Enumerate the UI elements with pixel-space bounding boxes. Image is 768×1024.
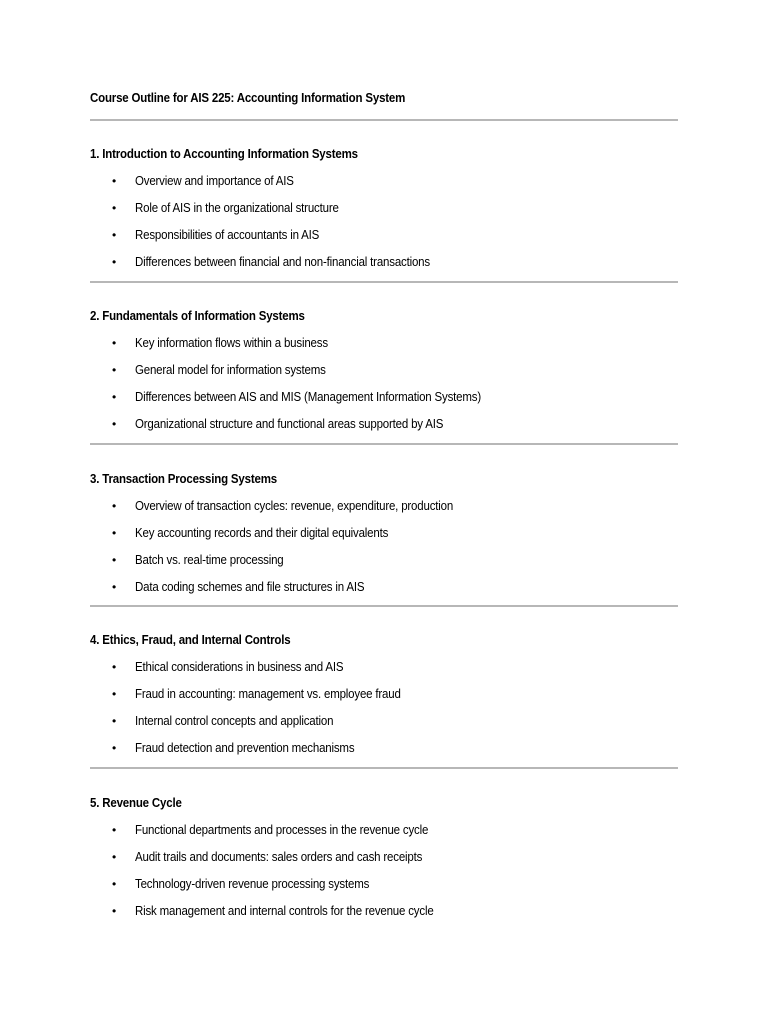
divider	[90, 281, 678, 283]
list-item	[90, 361, 678, 388]
list-item	[90, 821, 678, 848]
bullet-icon: •	[112, 580, 117, 594]
section-1	[90, 145, 678, 280]
bullet-list	[90, 658, 678, 766]
list-item-text: Differences between AIS and MIS (Management Information Systems)	[135, 390, 481, 404]
bullet-icon: •	[112, 660, 117, 674]
bullet-list	[90, 172, 678, 280]
list-item	[90, 902, 678, 929]
bullet-list	[90, 497, 678, 605]
list-item-text: Technology-driven revenue processing systems	[135, 877, 370, 891]
list-item-text: Fraud detection and prevention mechanisms	[135, 741, 355, 755]
list-item	[90, 226, 678, 253]
divider	[90, 767, 678, 769]
bullet-icon: •	[112, 904, 117, 918]
list-item	[90, 199, 678, 226]
bullet-icon: •	[112, 877, 117, 891]
document-title: Course Outline for AIS 225: Accounting Information System	[90, 91, 406, 105]
list-item-text: Responsibilities of accountants in AIS	[135, 228, 320, 242]
list-item	[90, 334, 678, 361]
bullet-icon: •	[112, 741, 117, 755]
list-item-text: Functional departments and processes in the revenue cycle	[135, 823, 429, 837]
list-item	[90, 712, 678, 739]
section-heading: 1. Introduction to Accounting Information Systems	[90, 147, 358, 161]
list-item-text: Audit trails and documents: sales orders and cash receipts	[135, 850, 423, 864]
bullet-icon: •	[112, 255, 117, 269]
section-heading: 5. Revenue Cycle	[90, 796, 182, 810]
list-item-text: Batch vs. real-time processing	[135, 553, 284, 567]
bullet-list	[90, 334, 678, 442]
bullet-icon: •	[112, 174, 117, 188]
list-item	[90, 578, 678, 605]
section-heading: 2. Fundamentals of Information Systems	[90, 309, 305, 323]
bullet-icon: •	[112, 714, 117, 728]
divider	[90, 119, 678, 121]
bullet-icon: •	[112, 823, 117, 837]
list-item	[90, 253, 678, 280]
bullet-icon: •	[112, 336, 117, 350]
divider	[90, 443, 678, 445]
list-item	[90, 497, 678, 524]
bullet-icon: •	[112, 390, 117, 404]
bullet-icon: •	[112, 526, 117, 540]
list-item	[90, 685, 678, 712]
bullet-icon: •	[112, 553, 117, 567]
list-item	[90, 551, 678, 578]
list-item	[90, 739, 678, 766]
bullet-icon: •	[112, 228, 117, 242]
list-item-text: Key information flows within a business	[135, 336, 328, 350]
section-3	[90, 470, 678, 605]
bullet-icon: •	[112, 499, 117, 513]
section-2	[90, 307, 678, 442]
section-heading: 3. Transaction Processing Systems	[90, 472, 277, 486]
list-item-text: Role of AIS in the organizational structure	[135, 201, 339, 215]
list-item	[90, 658, 678, 685]
list-item	[90, 875, 678, 902]
list-item-text: Key accounting records and their digital equivalents	[135, 526, 389, 540]
list-item-text: General model for information systems	[135, 363, 326, 377]
bullet-icon: •	[112, 201, 117, 215]
list-item-text: Data coding schemes and file structures in AIS	[135, 580, 365, 594]
list-item-text: Differences between financial and non-financial transactions	[135, 255, 430, 269]
list-item-text: Overview and importance of AIS	[135, 174, 294, 188]
list-item-text: Organizational structure and functional areas supported by AIS	[135, 417, 444, 431]
list-item	[90, 524, 678, 551]
list-item-text: Overview of transaction cycles: revenue, expenditure, production	[135, 499, 454, 513]
section-heading: 4. Ethics, Fraud, and Internal Controls	[90, 633, 291, 647]
list-item	[90, 415, 678, 442]
list-item-text: Fraud in accounting: management vs. employee fraud	[135, 687, 401, 701]
list-item	[90, 388, 678, 415]
list-item-text: Risk management and internal controls for the revenue cycle	[135, 904, 434, 918]
section-5	[90, 794, 678, 929]
list-item-text: Internal control concepts and application	[135, 714, 334, 728]
section-4	[90, 631, 678, 766]
list-item	[90, 848, 678, 875]
divider	[90, 605, 678, 607]
bullet-icon: •	[112, 850, 117, 864]
bullet-icon: •	[112, 687, 117, 701]
list-item	[90, 172, 678, 199]
bullet-icon: •	[112, 417, 117, 431]
list-item-text: Ethical considerations in business and AIS	[135, 660, 344, 674]
bullet-icon: •	[112, 363, 117, 377]
bullet-list	[90, 821, 678, 929]
